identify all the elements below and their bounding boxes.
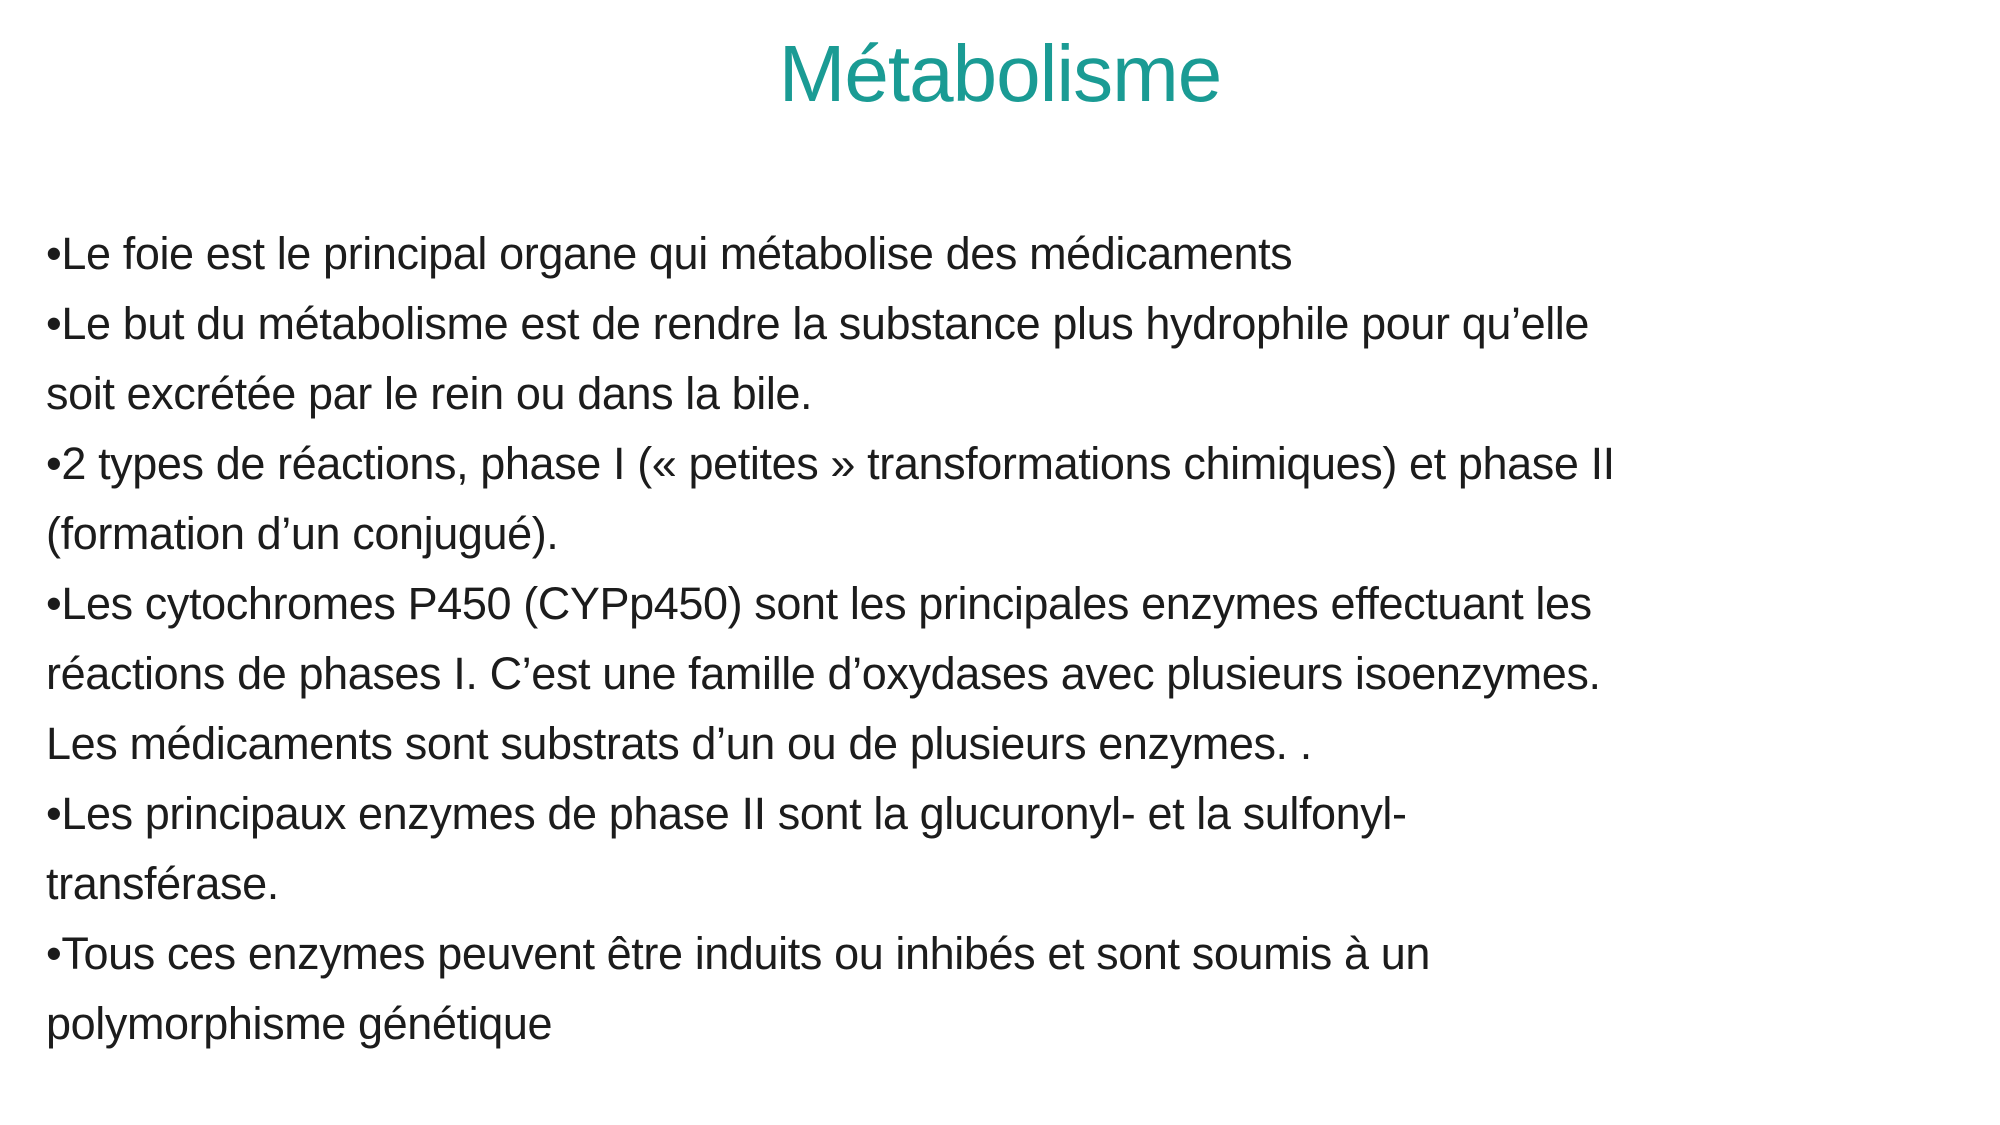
bullet-line-4-cont2: Les médicaments sont substrats d’un ou de plusieurs enzymes. . xyxy=(46,718,1312,769)
bullet-line-5: •Les principaux enzymes de phase II sont la glucuronyl- et la sulfonyl- xyxy=(46,788,1407,839)
slide-body xyxy=(46,219,1980,1059)
bullet-line-6: •Tous ces enzymes peuvent être induits ou inhibés et sont soumis à un xyxy=(46,928,1430,979)
bullet-line-2-cont: soit excrétée par le rein ou dans la bile. xyxy=(46,368,813,419)
slide-title: Métabolisme xyxy=(778,29,1222,118)
bullet-line-3-cont: (formation d’un conjugué). xyxy=(46,508,559,559)
bullet-line-2: •Le but du métabolisme est de rendre la substance plus hydrophile pour qu’elle xyxy=(46,298,1590,349)
bullet-line-4: •Les cytochromes P450 (CYPp450) sont les principales enzymes effectuant les xyxy=(46,578,1592,629)
bullet-line-3: •2 types de réactions, phase I (« petites » transformations chimiques) et phase II xyxy=(46,438,1615,489)
bullet-line-6-cont: polymorphisme génétique xyxy=(46,998,553,1049)
bullet-line-1: •Le foie est le principal organe qui métabolise des médicaments xyxy=(46,228,1293,279)
bullet-line-5-cont: transférase. xyxy=(46,858,279,909)
bullet-line-4-cont: réactions de phases I. C’est une famille d’oxydases avec plusieurs isoenzymes. xyxy=(46,648,1601,699)
